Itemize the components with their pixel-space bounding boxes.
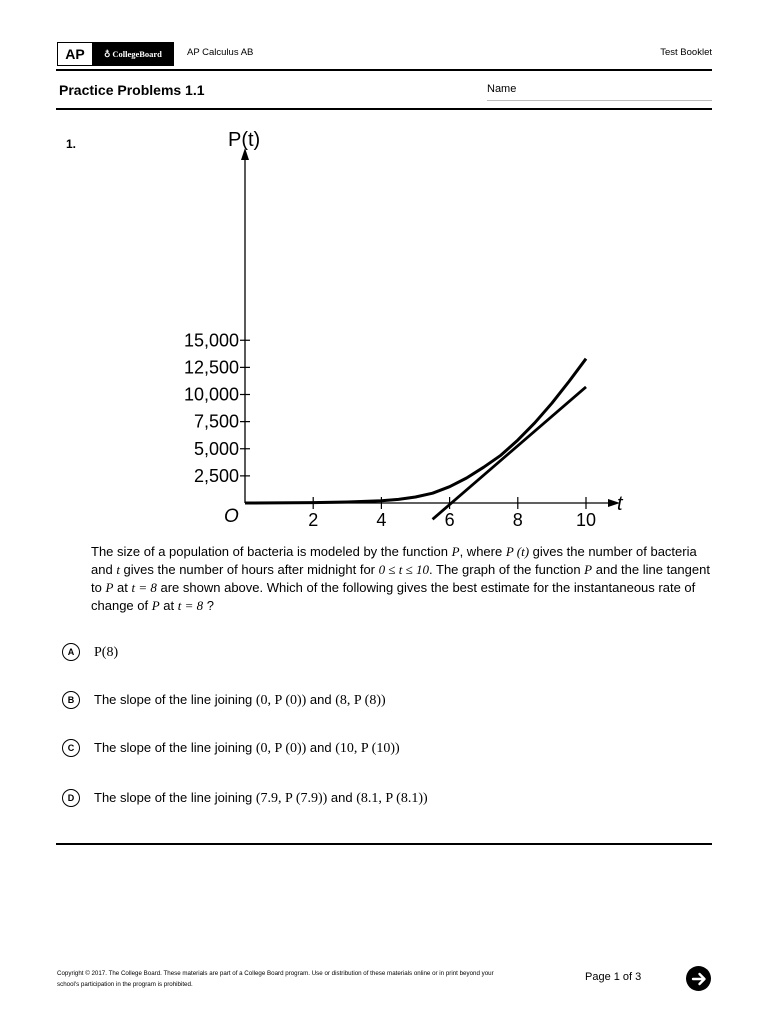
stem-text: at (159, 598, 178, 613)
tangent-line (433, 387, 586, 519)
x-tick-label: 6 (444, 510, 455, 530)
question-number: 1. (66, 137, 77, 151)
ap-logo-mark: AP (58, 43, 93, 65)
stem-math: t (116, 562, 120, 577)
stem-text: ? (203, 598, 214, 613)
y-tick-label: 12,500 (183, 357, 239, 378)
choice-label: and (327, 789, 357, 805)
stem-math: 0 ≤ t ≤ 10 (378, 562, 430, 577)
copyright-notice: Copyright © 2017. The College Board. These materials are part of a College Board program. Use or distribution of these materials online or in print beyond your school's participation in the program is prohibited. (57, 970, 494, 988)
page-title: Practice Problems 1.1 (59, 82, 205, 98)
booklet-label: Test Booklet (660, 47, 712, 58)
y-ticks (184, 330, 250, 486)
choice-d[interactable] (62, 789, 428, 807)
y-tick-label: 7,500 (193, 411, 239, 432)
course-name: AP Calculus AB (187, 47, 254, 58)
choice-math: (7.9, P (7.9)) (255, 790, 328, 806)
choice-label: and (306, 691, 336, 707)
stem-text: , where (459, 544, 506, 559)
stem-math: P (584, 562, 593, 577)
x-tick-label: 4 (376, 510, 387, 530)
choice-math: P(8) (94, 644, 119, 660)
stem-text: gives the number of hours after midnight for (119, 562, 379, 577)
stem-text: at (113, 580, 132, 595)
stem-math: P (t) (505, 544, 530, 559)
x-axis-label: t (617, 493, 623, 515)
choice-letter-circle[interactable]: D (62, 789, 80, 807)
arrow-right-icon (691, 971, 707, 987)
chart-series (245, 359, 586, 520)
choice-math: (0, P (0)) (255, 740, 307, 756)
page-indicator: Page 1 of 3 (585, 971, 642, 983)
origin-label: O (224, 506, 239, 527)
stem-math: P (451, 544, 460, 559)
choice-label: The slope of the line joining (94, 789, 256, 805)
choice-label: and (306, 739, 336, 755)
choice-letter-circle[interactable]: B (62, 691, 80, 709)
stem-math: t = 8 (177, 598, 204, 613)
choice-c[interactable] (62, 739, 400, 757)
y-tick-label: 10,000 (183, 384, 239, 405)
stem-math: t = 8 (131, 580, 157, 595)
x-tick-label: 10 (575, 510, 597, 530)
name-label: Name (487, 83, 517, 95)
stem-text: and the line tangent to (91, 562, 710, 595)
stem-text: . The graph of the function (429, 562, 585, 577)
question-divider (56, 843, 712, 845)
stem-text: The size of a population of bacteria is modeled by the function (91, 544, 452, 559)
choice-text (94, 740, 400, 757)
choice-math: (8, P (8)) (335, 692, 386, 708)
choice-a[interactable] (62, 643, 118, 661)
choice-letter-circle[interactable]: A (62, 643, 80, 661)
stem-text: gives the number of bacteria and (91, 544, 697, 577)
collegeboard-wordmark: CollegeBoard (112, 49, 162, 59)
choice-text (94, 692, 386, 709)
x-tick-label: 2 (308, 510, 319, 530)
x-tick-label: 8 (512, 510, 523, 530)
stem-math: P (151, 598, 160, 613)
y-tick-label: 5,000 (193, 438, 239, 459)
acorn-icon: ♁ (104, 48, 111, 59)
choice-text (94, 790, 428, 807)
stem-math: P (105, 580, 114, 595)
chart-axes (224, 129, 624, 527)
choice-math: (8.1, P (8.1)) (356, 790, 428, 806)
choice-label: The slope of the line joining (94, 739, 256, 755)
stem-text: are shown above. Which of the following gives the best estimate for the instantaneous rate of change of (91, 580, 696, 613)
choice-math: (10, P (10)) (335, 740, 400, 756)
y-tick-label: 15,000 (183, 330, 239, 351)
choice-label: The slope of the line joining (94, 691, 256, 707)
next-page-button[interactable] (686, 966, 711, 991)
choice-text (94, 644, 118, 661)
choice-math: (0, P (0)) (255, 692, 307, 708)
question-stem (91, 543, 713, 615)
y-axis-label: P(t) (228, 129, 261, 151)
choice-b[interactable] (62, 691, 386, 709)
y-tick-label: 2,500 (193, 465, 239, 486)
choice-letter-circle[interactable]: C (62, 739, 80, 757)
